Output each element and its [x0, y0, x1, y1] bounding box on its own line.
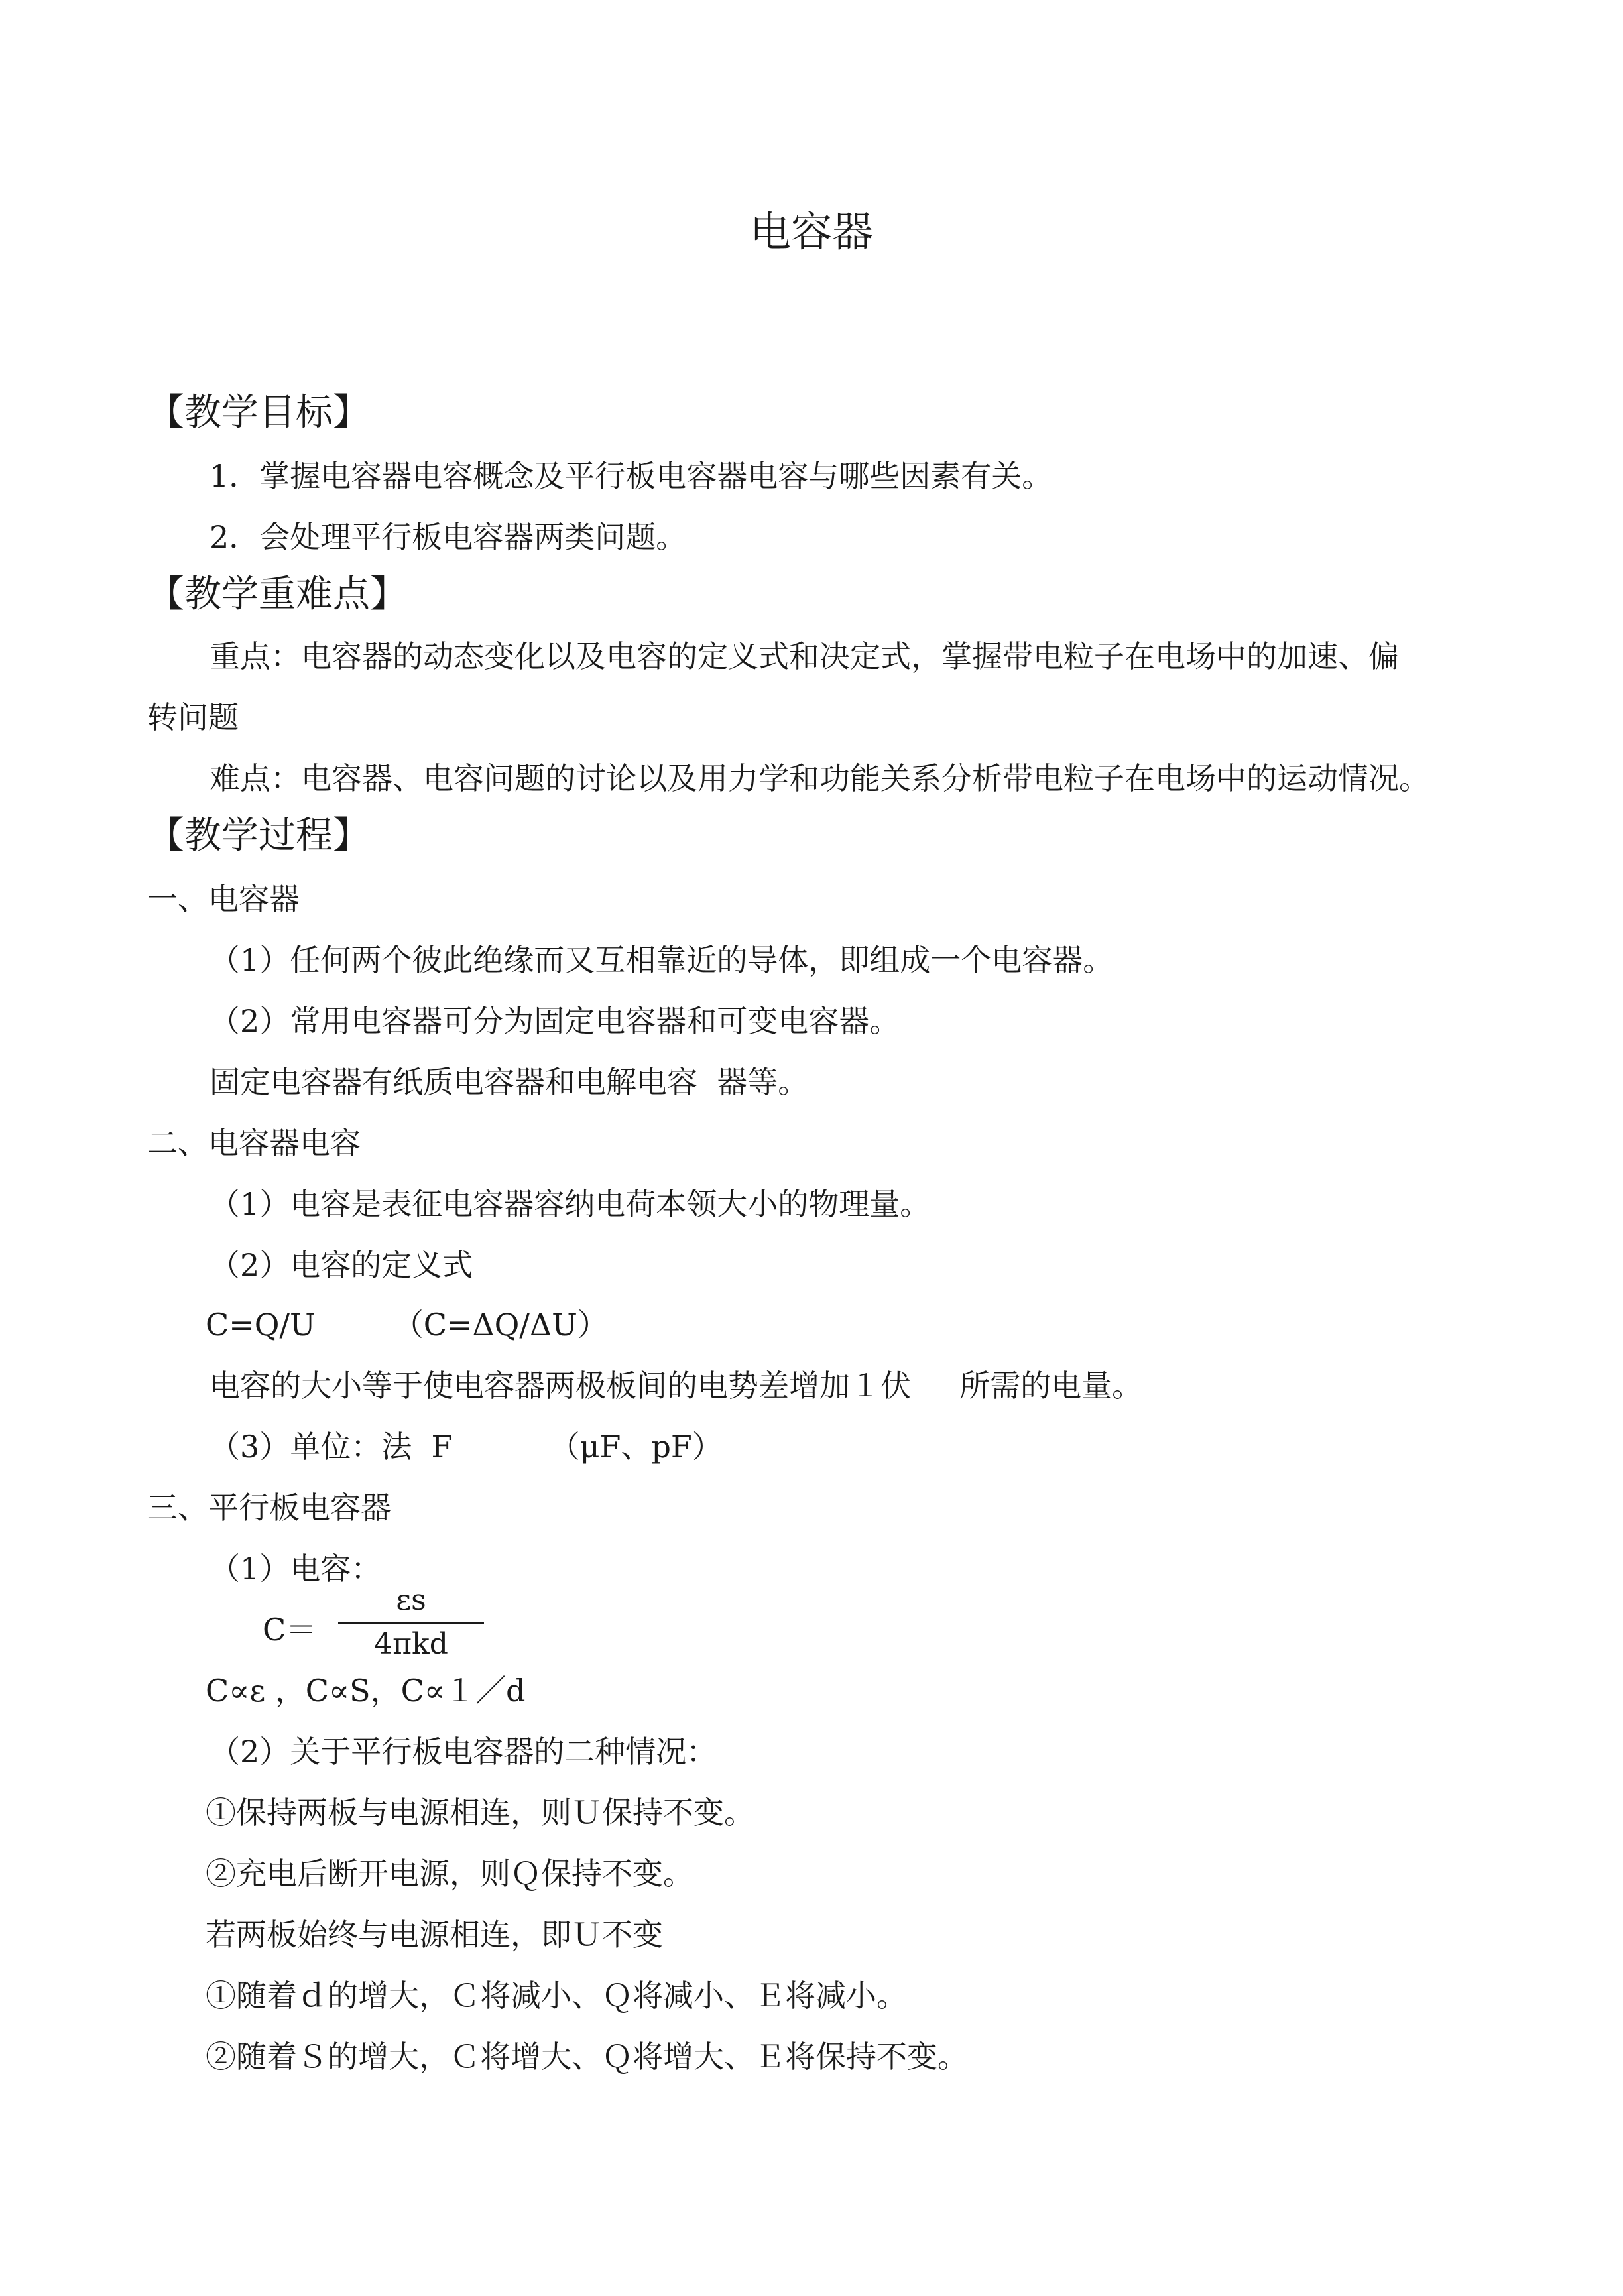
- part1-item-2: （2）常用电容器可分为固定电容器和可变电容器。: [210, 1003, 900, 1039]
- formula-denominator: 4πkd: [374, 1627, 448, 1661]
- case-1: ①保持两板与电源相连，则Ｕ保持不变。: [206, 1795, 754, 1831]
- part2-item-2: （2）电容的定义式: [210, 1247, 473, 1283]
- case-2: ②充电后断开电源，则Ｑ保持不变。: [206, 1856, 693, 1892]
- goal-item-2: 2．会处理平行板电容器两类问题。: [210, 519, 687, 555]
- sub-case-1: ①随着ｄ的增大，Ｃ将减小、Ｑ将减小、Ｅ将减小。: [206, 1978, 907, 2014]
- goals-heading: 【教学目标】: [147, 391, 370, 434]
- part1-item-1: （1）任何两个彼此绝缘而又互相靠近的导体，即组成一个电容器。: [210, 942, 1114, 978]
- key-point-line-1: 重点：电容器的动态变化以及电容的定义式和决定式，掌握带电粒子在电场中的加速、偏: [210, 638, 1399, 674]
- goal-item-1: 1．掌握电容器电容概念及平行板电容器电容与哪些因素有关。: [210, 458, 1053, 494]
- page-title: 电容器: [749, 208, 873, 256]
- part3-heading: 三、平行板电容器: [147, 1490, 391, 1526]
- capacitance-definition-formula: C=Q/U （C=ΔQ/ΔU）: [206, 1307, 608, 1343]
- part1-heading: 一、电容器: [147, 881, 300, 917]
- difficulty-heading: 【教学重难点】: [147, 573, 407, 616]
- part1-item-3: 固定电容器有纸质电容器和电解电容 器等。: [210, 1064, 809, 1100]
- process-heading: 【教学过程】: [147, 814, 370, 857]
- proportionality-relations: C∝ε ，C∝S，C∝１／d: [206, 1673, 526, 1709]
- formula-lhs: C＝: [263, 1612, 317, 1648]
- part2-item-3: 电容的大小等于使电容器两极板间的电势差增加１伏 所需的电量。: [210, 1368, 1143, 1404]
- sub-case-2: ②随着Ｓ的增大，Ｃ将增大、Ｑ将增大、Ｅ将保持不变。: [206, 2039, 968, 2075]
- part2-heading: 二、电容器电容: [147, 1125, 361, 1161]
- part2-item-1: （1）电容是表征电容器容纳电荷本领大小的物理量。: [210, 1186, 931, 1222]
- part3-item-2: （2）关于平行板电容器的二种情况：: [210, 1734, 717, 1770]
- part2-item-4: （3）单位：法 F （μF、pF）: [210, 1429, 723, 1465]
- difficult-point: 难点：电容器、电容问题的讨论以及用力学和功能关系分析带电粒子在电场中的运动情况。: [210, 760, 1429, 796]
- fraction-bar: [338, 1622, 484, 1624]
- case-constant-u: 若两板始终与电源相连，即Ｕ不变: [206, 1917, 663, 1953]
- key-point-line-2: 转问题: [147, 699, 239, 735]
- formula-numerator: εs: [396, 1583, 426, 1617]
- part3-item-1: （1）电容：: [210, 1551, 382, 1587]
